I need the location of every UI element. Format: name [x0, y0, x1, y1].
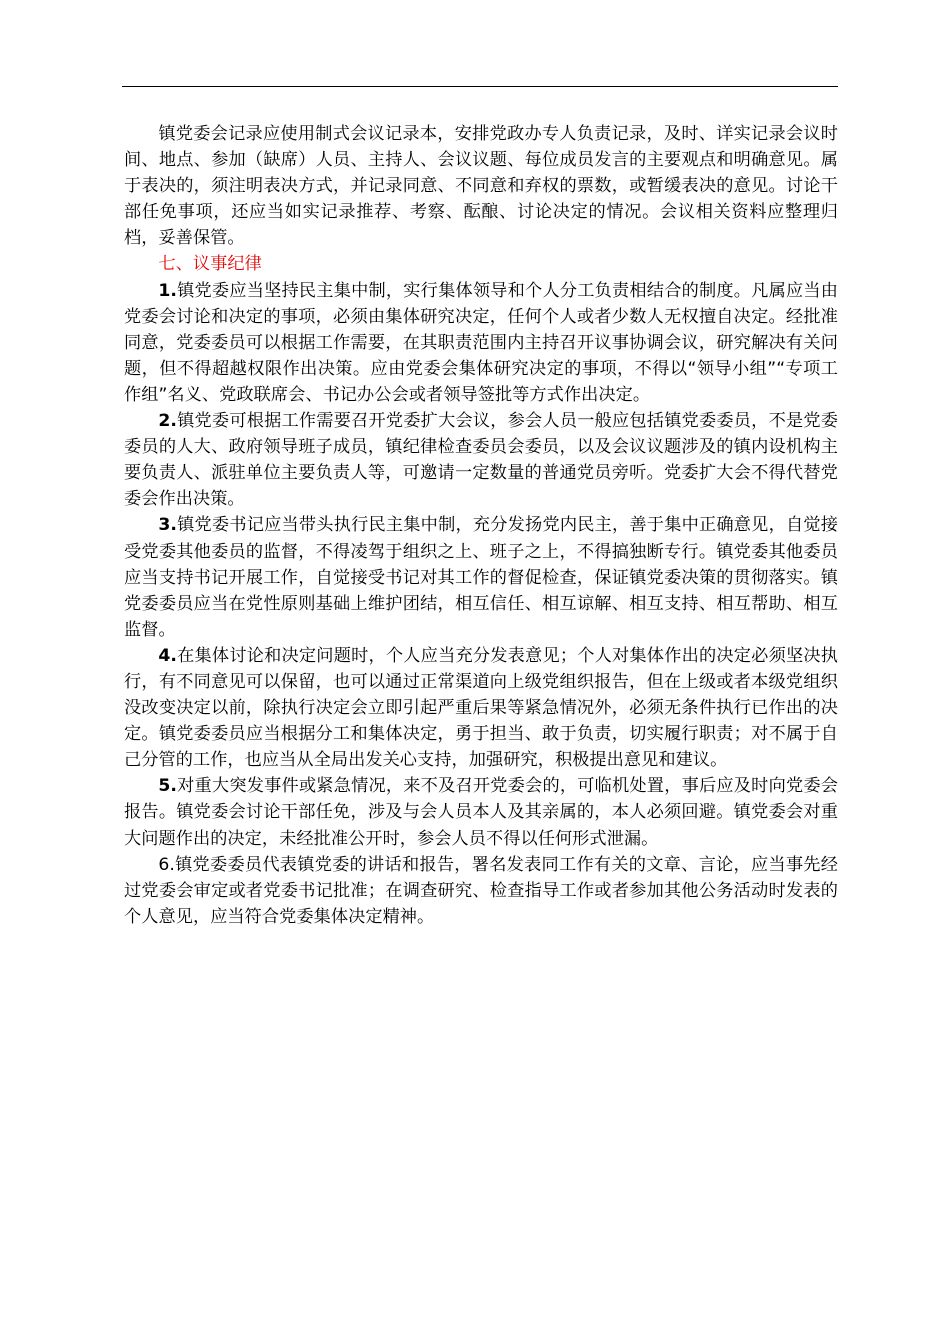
item-text: 镇党委委员代表镇党委的讲话和报告，署名发表同工作有关的文章、言论，应当事先经过党委会审定或者党委书记批准；在调查研究、检查指导工作或者参加其他公务活动时发表的个人意见，应当符合党委集体决定精神。	[124, 854, 838, 927]
list-item	[124, 408, 838, 512]
item-text: 对重大突发事件或紧急情况，来不及召开党委会的，可临机处置，事后应及时向党委会报告。镇党委会讨论干部任免，涉及与会人员本人及其亲属的，本人必须回避。镇党委会对重大问题作出的决定，未经批准公开时，参会人员不得以任何形式泄漏。	[124, 776, 838, 849]
section-heading: 七、议事纪律	[158, 254, 262, 275]
item-text: 在集体讨论和决定问题时，个人应当充分发表意见；个人对集体作出的决定必须坚决执行，有不同意见可以保留，也可以通过正常渠道向上级党组织报告，但在上级或者本级党组织没改变决定以前，除执行决定会立即引起严重后果等紧急情况外，必须无条件执行已作出的决定。镇党委委员应当根据分工和集体决定，勇于担当、敢于负责，切实履行职责；对不属于自己分管的工作，也应当从全局出发关心支持，加强研究，积极提出意见和建议。	[124, 645, 838, 771]
document-body	[124, 121, 838, 930]
list-item	[124, 278, 838, 408]
item-text: 镇党委可根据工作需要召开党委扩大会议，参会人员一般应包括镇党委委员，不是党委委员的人大、政府领导班子成员，镇纪律检查委员会委员，以及会议议题涉及的镇内设机构主要负责人、派驻单位主要负责人等，可邀请一定数量的普通党员旁听。党委扩大会不得代替党委会作出决策。	[124, 411, 838, 510]
item-number: 3.	[158, 515, 177, 536]
item-text: 镇党委应当坚持民主集中制，实行集体领导和个人分工负责相结合的制度。凡属应当由党委会讨论和决定的事项，必须由集体研究决定，任何个人或者少数人无权擅自决定。经批准同意，党委委员可以根据工作需要，在其职责范围内主持召开议事协调会议，研究解决有关问题，但不得超越权限作出决策。应由党委会集体研究决定的事项，不得以“领导小组”“专项工作组”名义、党政联席会、书记办公会或者领导签批等方式作出决定。	[124, 280, 838, 405]
item-number: 1.	[158, 280, 177, 301]
item-number: 2.	[158, 411, 177, 432]
item-number: 6.	[158, 854, 175, 875]
intro-paragraph: 镇党委会记录应使用制式会议记录本，安排党政办专人负责记录，及时、详实记录会议时间、地点、参加（缺席）人员、主持人、会议议题、每位成员发言的主要观点和明确意见。属于表决的，须注明表决方式，并记录同意、不同意和弃权的票数，或暂缓表决的意见。讨论干部任免事项，还应当如实记录推荐、考察、酝酿、讨论决定的情况。会议相关资料应整理归档，妥善保管。	[124, 124, 838, 249]
list-item	[124, 512, 838, 642]
list-item	[124, 643, 838, 773]
header-rule	[122, 86, 838, 87]
list-item	[124, 852, 838, 930]
list-item	[124, 773, 838, 851]
item-number: 4.	[158, 645, 177, 666]
item-number: 5.	[158, 776, 177, 797]
item-text: 镇党委书记应当带头执行民主集中制，充分发扬党内民主，善于集中正确意见，自觉接受党委其他委员的监督，不得凌驾于组织之上、班子之上，不得搞独断专行。镇党委其他委员应当支持书记开展工作，自觉接受书记对其工作的督促检查，保证镇党委决策的贯彻落实。镇党委委员应当在党性原则基础上维护团结，相互信任、相互谅解、相互支持、相互帮助、相互监督。	[124, 515, 838, 640]
